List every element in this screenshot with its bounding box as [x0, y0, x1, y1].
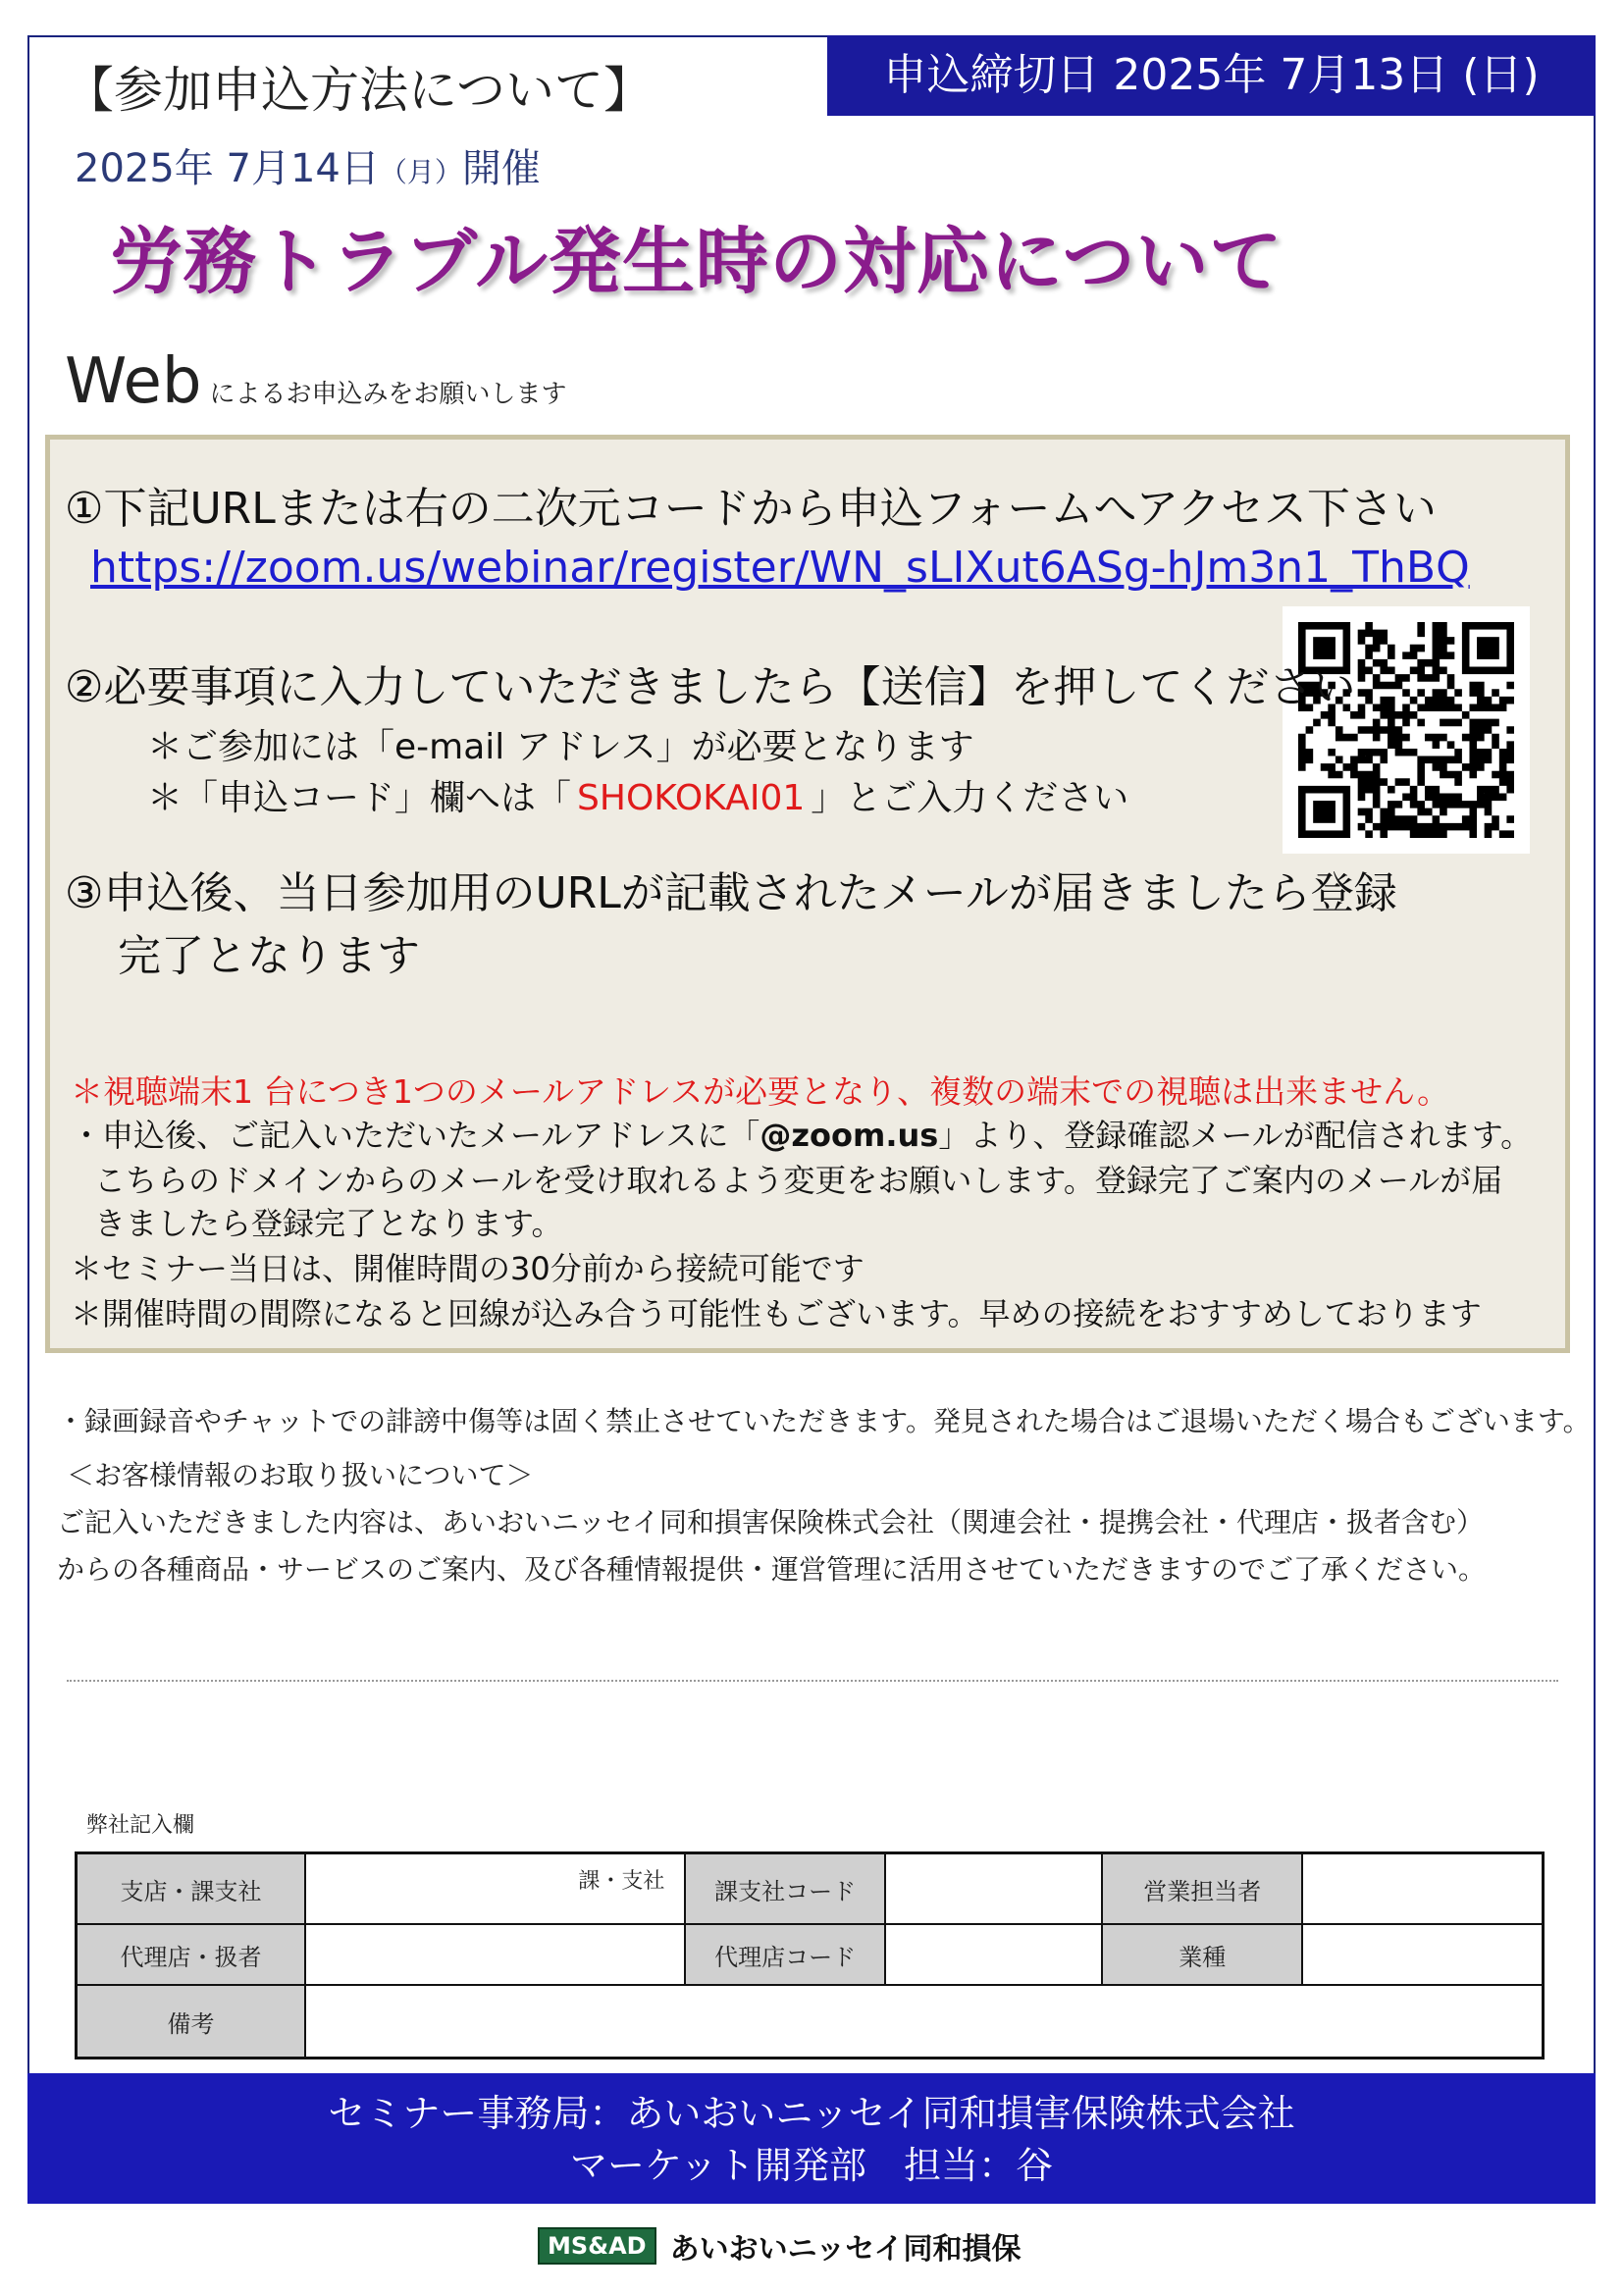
info-line-4: ＊セミナー当日は、開催時間の30分前から接続可能です: [71, 1250, 864, 1287]
registration-link[interactable]: https://zoom.us/webinar/register/WN_sLIXut6ASg-hJm3n1_ThBQ: [90, 543, 1470, 593]
footer-note-3: ご記入いただきました内容は、あいおいニッセイ同和損害保険株式会社（関連会社・提携会社・代理店・扱者含む）: [57, 1506, 1485, 1538]
step-2-note-email: ＊ご参加には「e-mail アドレス」が必要となります: [147, 727, 974, 767]
note-code-prefix: ＊「申込コード」欄へは「: [147, 778, 572, 818]
web-heading-sub: によるお申込みをお願いします: [209, 380, 567, 409]
info-line-5: ＊開催時間の間際になると回線が込み合う可能性もございます。早めの接続をおすすめしております: [71, 1295, 1482, 1332]
page-heading: 【参加申込方法について】: [65, 62, 653, 119]
step-2: ②必要事項に入力していただきましたら【送信】を押してください: [65, 662, 1356, 712]
sales-rep-label: 営業担当者: [1102, 1853, 1302, 1925]
footer-note-1: ・録画録音やチャットでの誹謗中傷等は固く禁止させていただきます。発見された場合はご退場いただく場合もございます。: [57, 1405, 1591, 1437]
company-logo: [538, 2227, 1022, 2265]
branch-label: 支店・課支社: [77, 1853, 306, 1925]
info-line-1-post: 」より、登録確認メールが配信されます。: [938, 1117, 1533, 1154]
info-line-3: きましたら登録完了となります。: [94, 1205, 563, 1242]
note-code-suffix: 」とご入力ください: [811, 778, 1129, 818]
seminar-office-line-1: セミナー事務局：あいおいニッセイ同和損害保険株式会社: [328, 2092, 1295, 2135]
event-date-weekday: （月）: [379, 156, 462, 188]
msad-logo-mark: MS&AD: [538, 2227, 656, 2265]
deadline-banner: 申込締切日 2025年 7月13日 (日): [827, 35, 1596, 116]
step-3-line-2: 完了となります: [118, 931, 420, 981]
agency-field: [305, 1924, 685, 1985]
step-1: ①下記URLまたは右の二次元コードから申込フォームへアクセス下さい: [65, 484, 1437, 534]
event-date-suffix: 開催: [461, 146, 541, 191]
event-date: [75, 137, 541, 193]
footer-note-4: からの各種商品・サービスのご案内、及び各種情報提供・運営管理に活用させていただきますのでご了承ください。: [57, 1553, 1487, 1586]
office-use-table: [75, 1851, 1545, 2059]
branch-suffix: 課・支社: [578, 1869, 665, 1894]
branch-code-field: [885, 1853, 1103, 1925]
industry-label: 業種: [1102, 1924, 1302, 1985]
info-line-2: こちらのドメインからのメールを受け取れるよう変更をお願いします。登録完了ご案内のメールが届: [94, 1162, 1503, 1199]
info-line-1-pre: ・申込後、ご記入いただいたメールアドレスに「: [71, 1117, 760, 1154]
office-use-caption: 弊社記入欄: [86, 1813, 195, 1838]
web-heading: [65, 345, 567, 418]
branch-field: [305, 1853, 685, 1925]
remarks-field: [305, 1985, 1543, 2059]
qr-code-graphic: [1283, 606, 1530, 854]
event-date-main: 2025年 7月14日: [75, 146, 380, 191]
agency-code-field: [885, 1924, 1103, 1985]
step-2-note-code: [147, 770, 1128, 820]
web-heading-big: Web: [65, 345, 202, 418]
seminar-office-band: [27, 2073, 1596, 2204]
footer-note-2: ＜お客様情報のお取り扱いについて＞: [67, 1459, 534, 1491]
sales-rep-field: [1302, 1853, 1543, 1925]
industry-field: [1302, 1924, 1543, 1985]
warning-note: ＊視聴端末1 台につき1つのメールアドレスが必要となり、複数の端末での視聴は出来ません。: [71, 1072, 1450, 1111]
cut-line: [67, 1680, 1558, 1682]
seminar-office-line-2: マーケット開発部 担当：谷: [569, 2144, 1054, 2187]
agency-label: 代理店・扱者: [77, 1924, 306, 1985]
remarks-label: 備考: [77, 1985, 306, 2059]
event-title: 労務トラブル発生時の対応について: [110, 220, 1283, 304]
application-code: SHOKOKAI01: [577, 778, 806, 818]
agency-code-label: 代理店コード: [685, 1924, 885, 1985]
branch-code-label: 課支社コード: [685, 1853, 885, 1925]
info-line-1: [71, 1111, 1532, 1156]
zoom-domain: @zoom.us: [760, 1117, 939, 1154]
company-logo-name: あいおいニッセイ同和損保: [669, 2232, 1022, 2267]
step-3-line-1: ③申込後、当日参加用のURLが記載されたメールが届きましたら登録: [65, 868, 1397, 918]
qr-code-icon[interactable]: [1283, 606, 1530, 854]
